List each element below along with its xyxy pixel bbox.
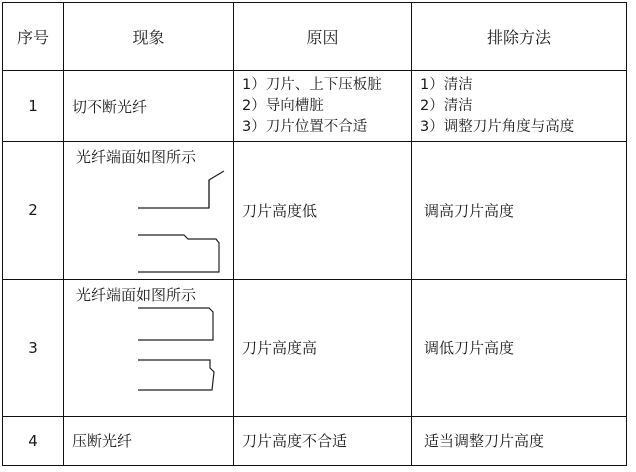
fix-item: 1）清洁 — [420, 76, 473, 93]
row-number: 2 — [3, 142, 64, 279]
table-row — [3, 142, 627, 279]
fix-cell — [412, 71, 627, 142]
table-row — [3, 71, 627, 142]
cause-item: 1）刀片、上下压板脏 — [242, 76, 382, 93]
cause-item: 2）导向槽脏 — [242, 97, 324, 114]
header-symptom: 现象 — [64, 3, 234, 71]
symptom-figure-cell — [64, 142, 234, 279]
header-fix: 排除方法 — [412, 3, 627, 71]
cause-cell — [234, 71, 412, 142]
cause-cell: 刀片高度高 — [234, 279, 412, 416]
fix-item: 2）清洁 — [420, 97, 473, 114]
row-number: 4 — [3, 416, 64, 465]
fiber-top-outline — [138, 308, 213, 340]
fix-cell: 调低刀片高度 — [412, 279, 627, 416]
fix-cell: 适当调整刀片高度 — [412, 416, 627, 465]
fiber-bottom-outline — [138, 360, 214, 390]
header-number: 序号 — [3, 3, 64, 71]
table-row — [3, 416, 627, 465]
fix-item: 3）调整刀片角度与高度 — [420, 118, 575, 135]
header-cause: 原因 — [234, 3, 412, 71]
cause-cell: 刀片高度低 — [234, 142, 412, 279]
row-number: 3 — [3, 279, 64, 416]
fiber-bottom-outline — [138, 235, 219, 272]
symptom-figure-cell — [64, 279, 234, 416]
fiber-top-outline — [138, 171, 224, 208]
symptom-cell: 切不断光纤 — [64, 71, 234, 142]
fix-cell: 调高刀片高度 — [412, 142, 627, 279]
figure-caption: 光纤端面如图所示 — [76, 285, 197, 304]
fiber-end-face-diagram-low-blade — [64, 142, 234, 279]
troubleshooting-table — [2, 2, 627, 466]
cause-item: 3）刀片位置不合适 — [242, 118, 368, 135]
table-row — [3, 279, 627, 416]
symptom-cell: 压断光纤 — [64, 416, 234, 465]
cause-cell: 刀片高度不合适 — [234, 416, 412, 465]
row-number: 1 — [3, 71, 64, 142]
header-row — [3, 3, 627, 71]
figure-caption: 光纤端面如图所示 — [76, 148, 197, 167]
fiber-end-face-diagram-high-blade — [64, 280, 234, 417]
